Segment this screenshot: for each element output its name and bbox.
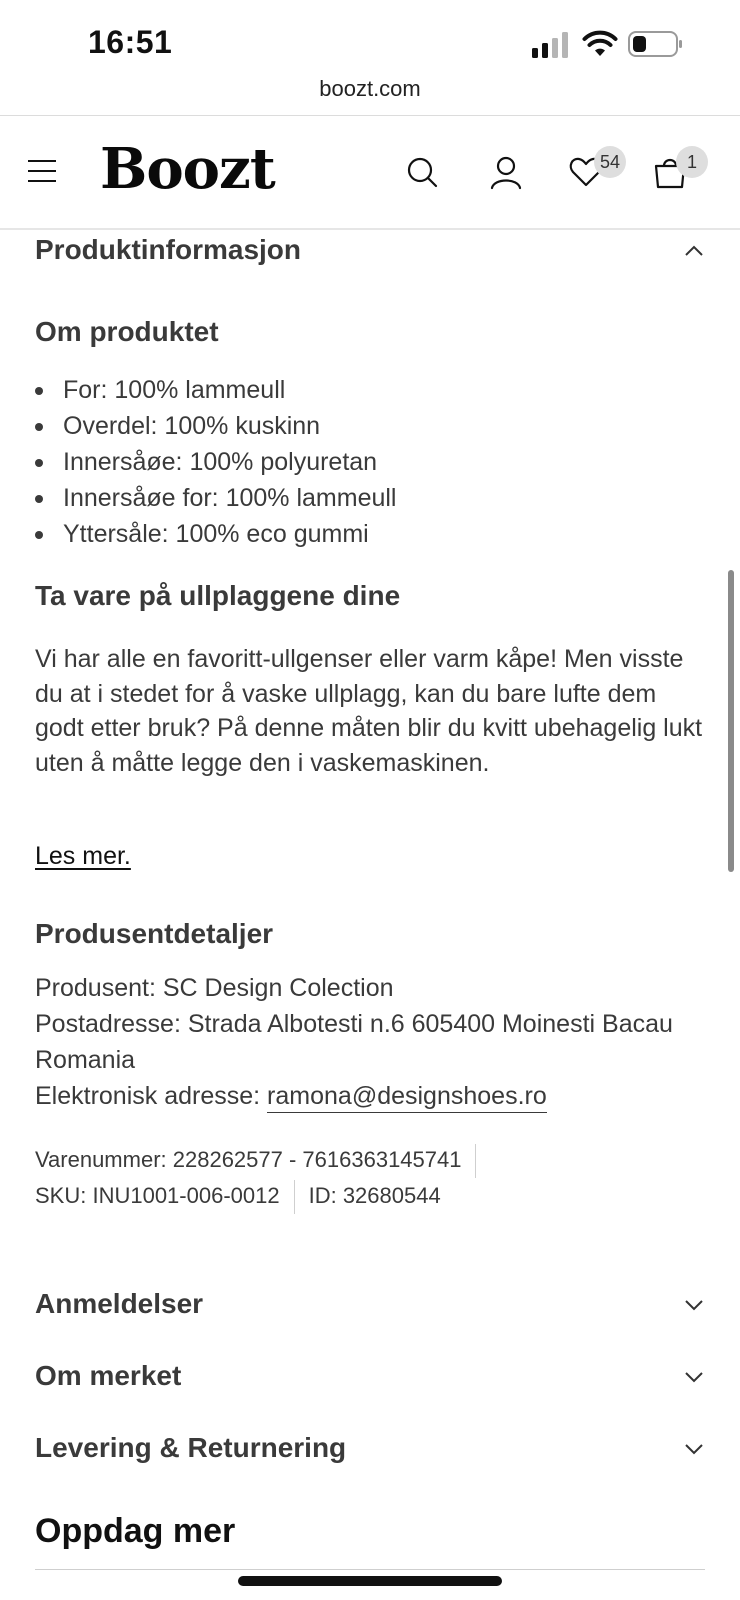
materials-list — [35, 372, 695, 552]
product-id: ID: 32680544 — [308, 1182, 441, 1208]
care-title: Ta vare på ullplaggene dine — [35, 580, 401, 611]
discover-more-title: Oppdag mer — [35, 1512, 236, 1550]
chevron-down-icon — [683, 1366, 705, 1388]
wishlist-count-badge: 54 — [594, 146, 626, 178]
chevron-down-icon — [683, 1294, 705, 1316]
delivery-returns-toggle[interactable] — [35, 1432, 705, 1478]
email-label: Elektronisk adresse: — [35, 1082, 268, 1110]
about-product-title: Om produktet — [35, 316, 219, 347]
product-info-toggle[interactable] — [35, 234, 705, 266]
wifi-icon — [582, 30, 618, 58]
scrollbar[interactable] — [728, 570, 734, 872]
account-icon[interactable] — [486, 152, 526, 192]
search-icon[interactable] — [402, 152, 442, 192]
delivery-returns-label: Levering & Returnering — [35, 1432, 347, 1463]
status-bar — [0, 0, 740, 76]
item-number-row — [35, 1144, 490, 1178]
list-item: Innersåøe for: 100% lammeull — [35, 480, 695, 516]
brand-logo[interactable]: Boozt — [100, 136, 275, 202]
care-text: Vi har alle en favoritt-ullgenser eller varm kåpe! Men visste du at i stedet for å vaske ullplagg, kan du bare lufte dem godt etter bruk? På denne måten blir du kvitt ubehagelig lukt uten å måtte legge den i vaskemaskinen. — [35, 645, 703, 777]
cart-count-badge: 1 — [676, 146, 708, 178]
cellular-signal-icon — [532, 32, 572, 58]
manufacturer-details — [35, 970, 705, 1114]
reviews-toggle[interactable] — [35, 1288, 705, 1334]
divider — [294, 1180, 295, 1214]
list-item: Overdel: 100% kuskinn — [35, 408, 695, 444]
product-info-title: Produktinformasjon — [35, 234, 302, 265]
sku-row — [35, 1180, 441, 1214]
about-brand-toggle[interactable] — [35, 1360, 705, 1406]
site-header — [0, 116, 740, 230]
manufacturer-address: Postadresse: Strada Albotesti n.6 605400 Moinesti Bacau Romania — [35, 1010, 673, 1074]
manufacturer-email-row — [35, 1078, 705, 1114]
status-time: 16:51 — [88, 24, 173, 60]
item-number: Varenummer: 228262577 - 7616363145741 — [35, 1146, 462, 1172]
chevron-up-icon — [683, 240, 705, 262]
list-item: For: 100% lammeull — [35, 372, 695, 408]
chevron-down-icon — [683, 1438, 705, 1460]
home-indicator[interactable] — [238, 1576, 502, 1586]
divider — [35, 1569, 705, 1570]
read-more-link[interactable]: Les mer. — [35, 842, 131, 870]
email-link[interactable]: ramona@designshoes.ro — [267, 1082, 547, 1113]
browser-url[interactable]: boozt.com — [319, 76, 421, 101]
menu-icon[interactable] — [28, 160, 56, 184]
battery-icon — [628, 31, 684, 57]
sku: SKU: INU1001-006-0012 — [35, 1182, 280, 1208]
list-item: Innersåøe: 100% polyuretan — [35, 444, 695, 480]
divider — [475, 1144, 476, 1178]
reviews-label: Anmeldelser — [35, 1288, 204, 1319]
manufacturer-name: Produsent: SC Design Colection — [35, 974, 394, 1002]
about-brand-label: Om merket — [35, 1360, 182, 1391]
list-item: Yttersåle: 100% eco gummi — [35, 516, 695, 552]
manufacturer-title: Produsentdetaljer — [35, 918, 274, 949]
